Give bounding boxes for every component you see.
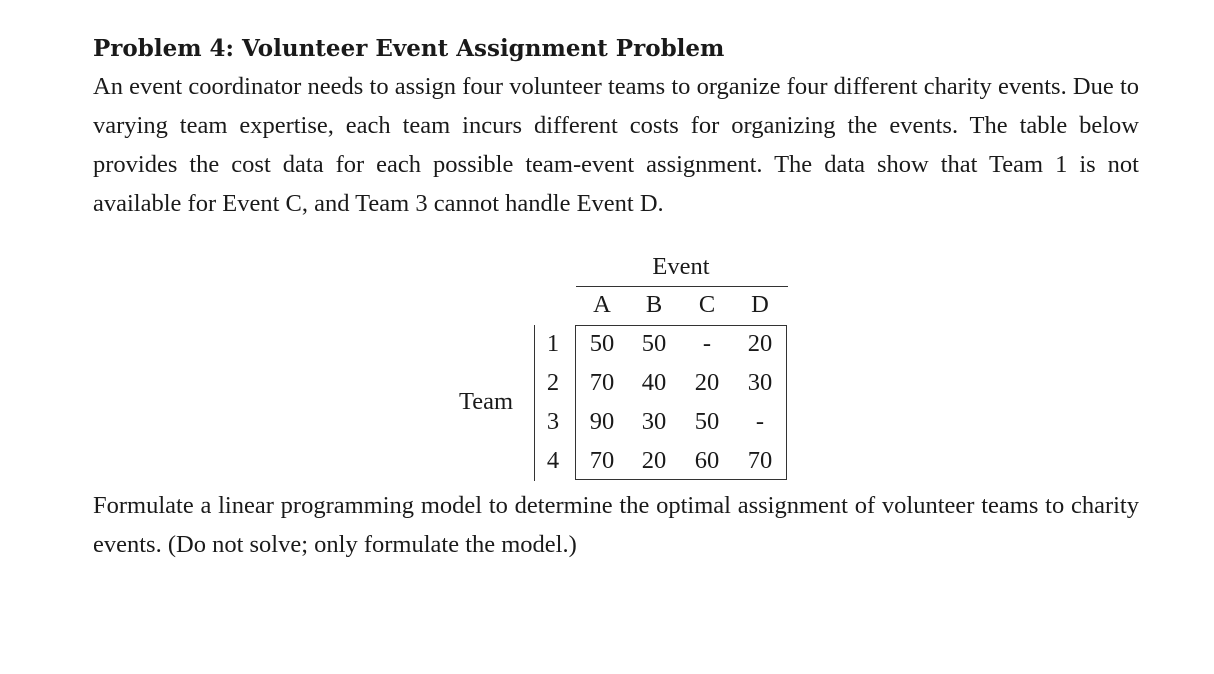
cost-cell: 70 [747,447,773,474]
cost-cell: 20 [641,447,667,474]
event-header-rule [576,286,788,287]
cost-cell: 70 [589,447,615,474]
cost-cell: - [702,330,712,357]
cost-cell: 20 [694,369,720,396]
column-header-d: D [751,291,769,318]
cost-cell: 50 [589,330,615,357]
cost-cell: 30 [747,369,773,396]
team-group-label: Team [459,388,514,415]
column-header-b: B [645,291,663,318]
column-header-c: C [698,291,716,318]
cost-cell: 60 [694,447,720,474]
problem-title: Problem 4: Volunteer Event Assignment Problem [93,35,725,62]
cost-cell: 70 [589,369,615,396]
row-label-team-2: 2 [546,369,560,396]
problem-instruction: Formulate a linear programming model to determine the optimal assignment of volunteer teams to charity events. (Do not solve; only formulate the model.) [93,492,1139,558]
cost-cell: 90 [589,408,615,435]
row-label-team-1: 1 [546,330,560,357]
team-row-rule [534,325,535,481]
row-label-team-3: 3 [546,408,560,435]
cost-cell: 20 [747,330,773,357]
problem-intro: An event coordinator needs to assign four volunteer teams to organize four different charity events. Due to varying team expertise, each team incurs different costs for organizing the events. The table below provides the cost data for each possible team-event assignment. The data show that Team 1 is not available for Event C, and Team 3 cannot handle Event D. [93,73,1139,217]
cost-cell: 50 [694,408,720,435]
cost-cell: 30 [641,408,667,435]
event-group-label: Event [652,253,710,280]
column-header-a: A [593,291,611,318]
cost-cell: 40 [641,369,667,396]
row-label-team-4: 4 [546,447,560,474]
problem-section [93,30,1139,223]
cost-cell: 50 [641,330,667,357]
cost-cell: - [755,408,765,435]
